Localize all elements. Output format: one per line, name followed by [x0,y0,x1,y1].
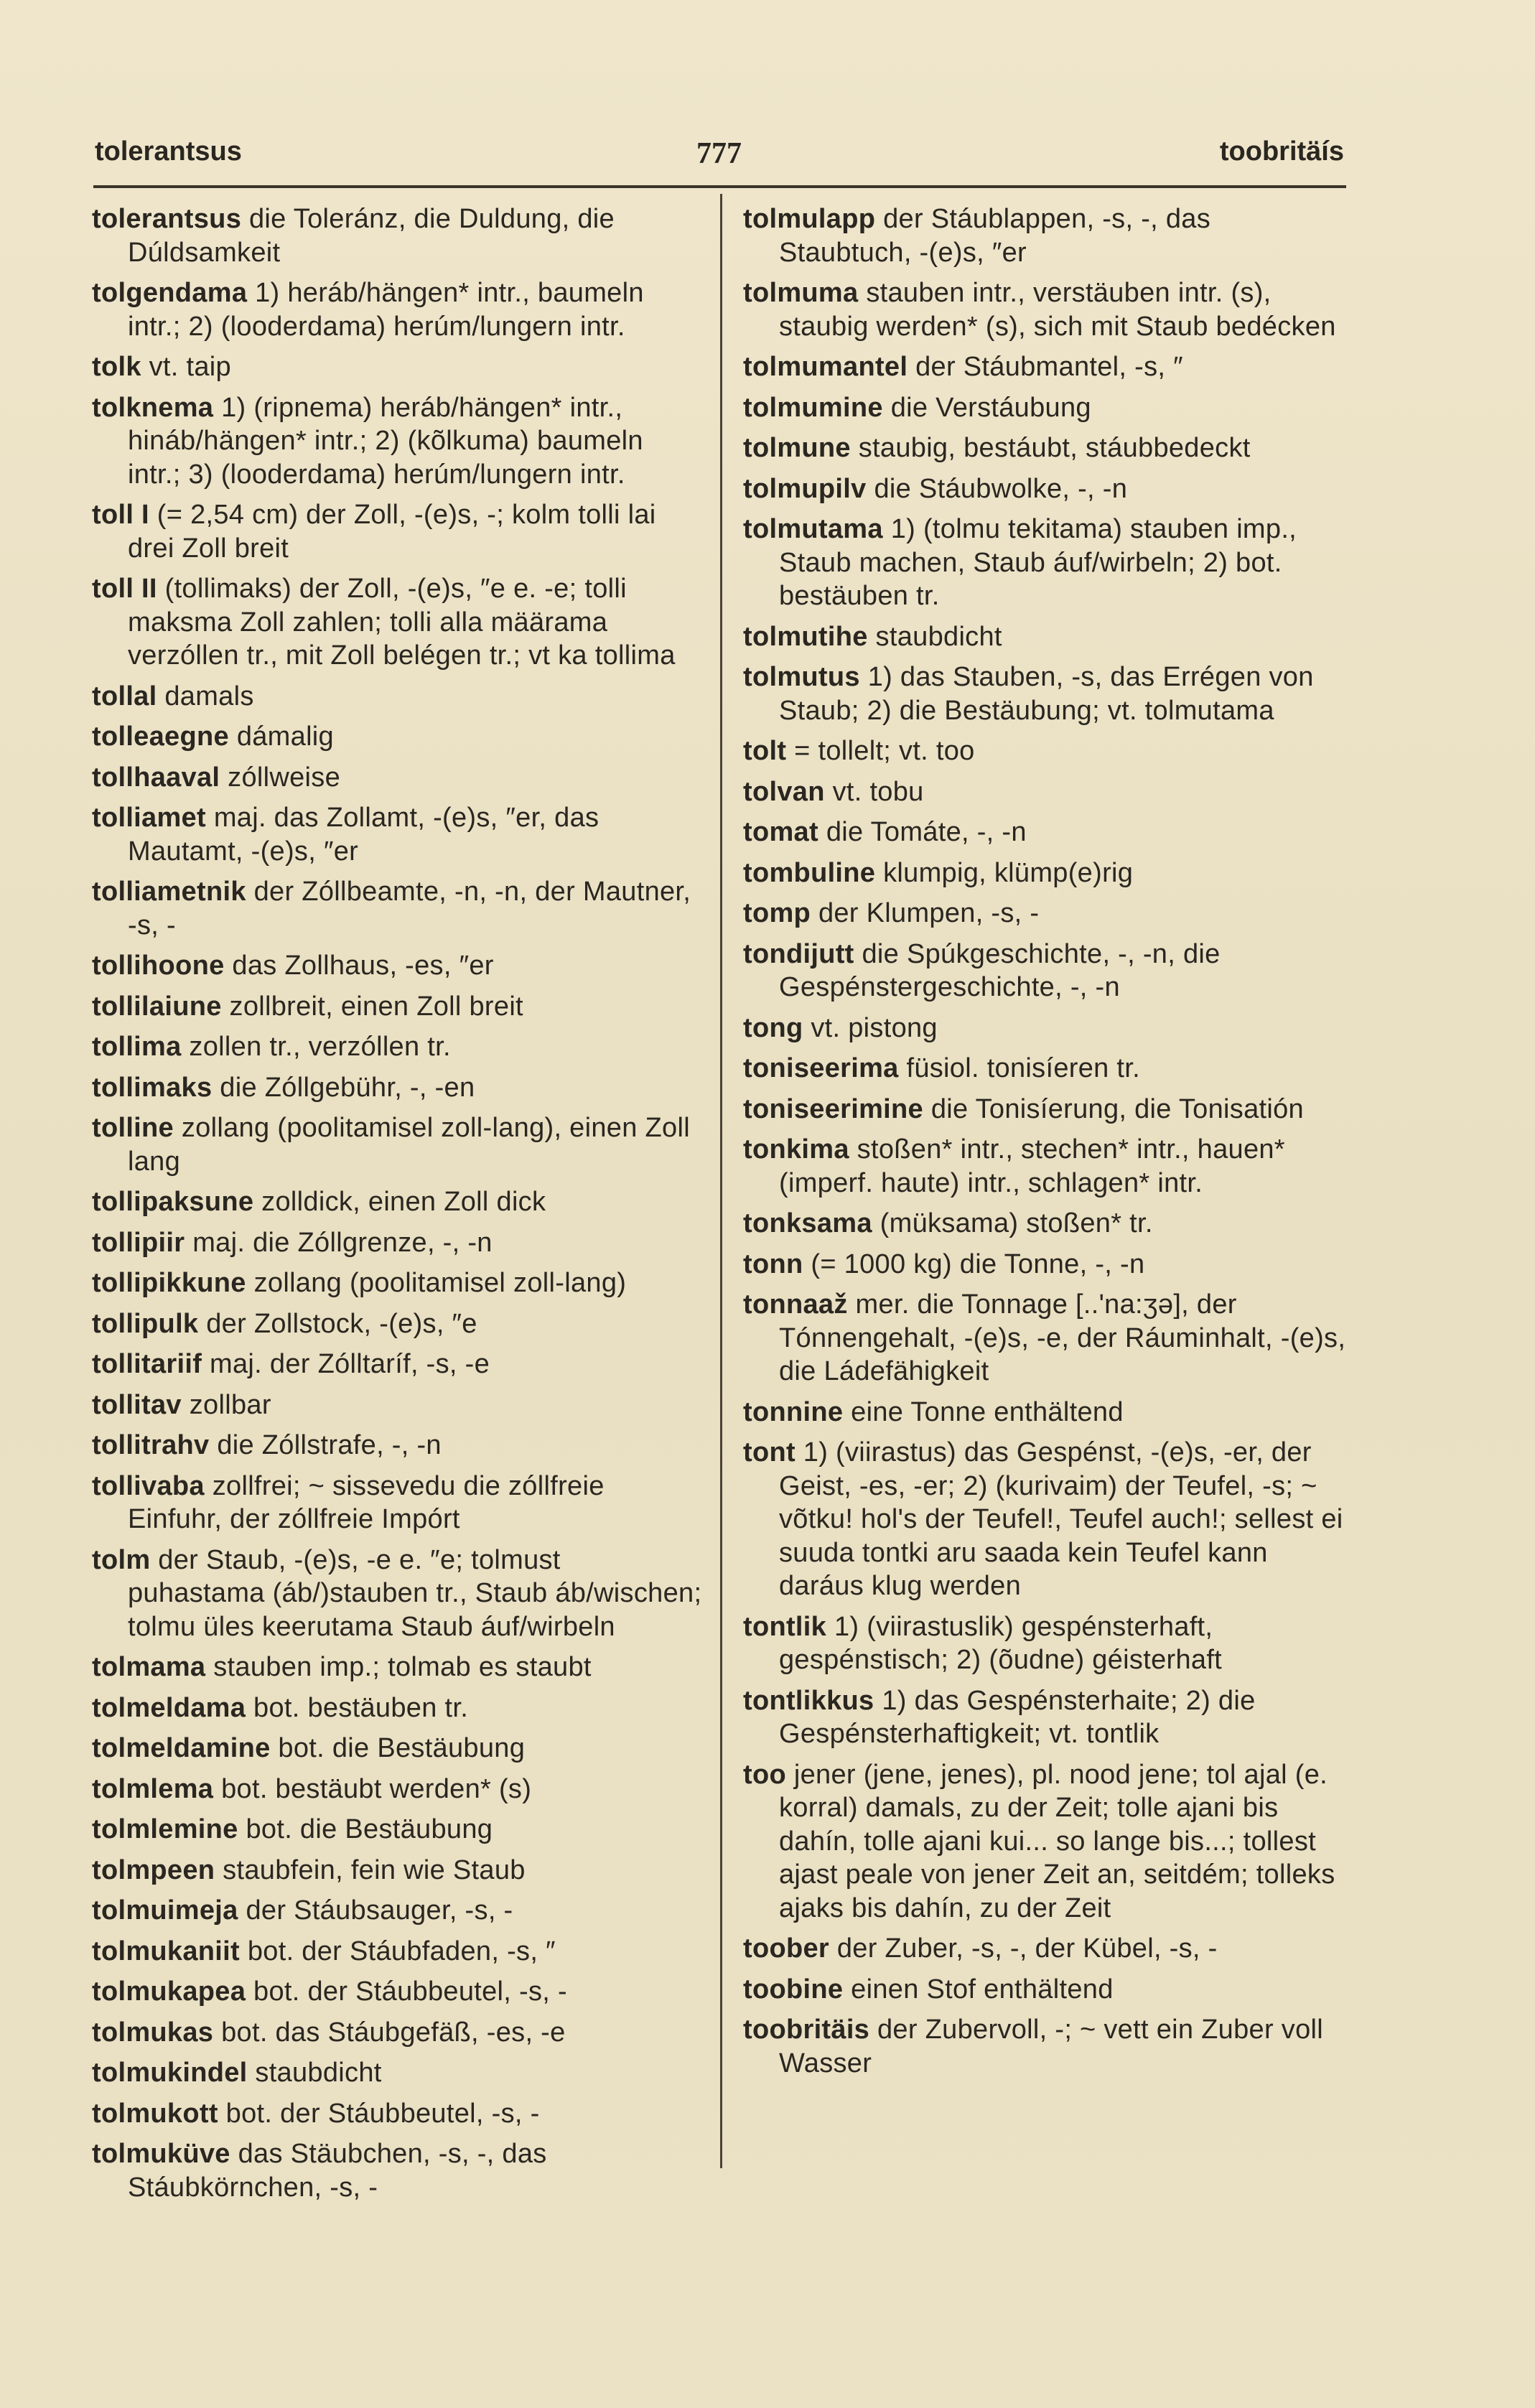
dictionary-entry [743,1052,1346,1086]
entry-headword: tolmpeen [92,1854,215,1885]
entry-definition: die Tonisíerung, die Tonisatión [930,1093,1304,1124]
entry-definition: staubig, bestáubt, stáubbedeckt [858,433,1251,463]
dictionary-entry [743,1684,1346,1751]
entry-headword: tolmama [92,1652,206,1682]
entry-headword: toniseerimine [743,1093,923,1124]
entry-headword: tollipikkune [92,1268,246,1298]
dictionary-entry [92,990,704,1024]
entry-definition: staubfein, fein wie Staub [223,1854,526,1885]
entry-definition: dámalig [236,722,334,752]
entry-definition: (müksama) stoßen* tr. [880,1208,1153,1238]
entry-headword: tonn [743,1249,803,1279]
entry-headword: toobritäis [743,2015,870,2045]
entry-headword: tolm [92,1544,151,1575]
dictionary-entry [92,1544,704,1644]
entry-headword: tolmlemine [92,1814,238,1844]
entry-definition: einen Stof enthältend [851,1974,1114,2005]
entry-definition: das Stäubchen, -s, -, das Stáubkörnchen, -s, - [128,2139,547,2203]
entry-headword: tolline [92,1113,174,1143]
entry-headword: tolk [92,352,141,382]
entry-headword: tondijutt [743,938,854,969]
dictionary-entry [92,801,704,868]
entry-definition: bot. die Bestäubung [278,1733,526,1763]
column-divider [720,194,722,2168]
dictionary-entry [92,949,704,983]
dictionary-entry [92,720,704,754]
entry-definition: der Stáublappen, -s, -, das Staubtuch, -(e)s, ″er [779,204,1211,268]
dictionary-entry [743,350,1346,384]
entry-definition: die Spúkgeschichte, -, -n, die Gespénstergeschichte, -, -n [779,938,1221,1002]
entry-definition: zollfrei; ~ sissevedu die zóllfreie Einfuhr, der zóllfreie Impórt [128,1470,605,1534]
entry-headword: tolmumantel [743,352,908,382]
entry-definition: der Zollstock, -(e)s, ″e [206,1308,477,1339]
dictionary-entry [743,1610,1346,1677]
dictionary-entry [92,1732,704,1765]
entry-definition: bot. der Stáubfaden, -s, ″ [247,1936,556,1966]
running-header [95,136,1344,177]
entry-definition: der Zuber, -s, -, der Kübel, -s, - [836,1933,1218,1964]
entry-definition: bot. der Stáubbeutel, -s, - [253,1977,567,2007]
header-rule [93,185,1346,188]
dictionary-entry [92,1185,704,1219]
entry-headword: tolmulapp [743,204,876,234]
dictionary-entry [92,1854,704,1887]
entry-headword: tollilaiune [92,991,222,1022]
entry-definition: maj. der Zólltaríf, -s, -e [210,1349,490,1379]
entry-headword: tong [743,1012,803,1043]
entry-definition: (= 2,54 cm) der Zoll, -(e)s, -; kolm tolli lai drei Zoll breit [128,500,656,564]
entry-definition: zollang (poolitamisel zoll-lang) [253,1268,627,1298]
entry-definition: 1) (viirastuslik) gespénsterhaft, gespénstisch; 2) (õudne) géisterhaft [779,1611,1223,1675]
dictionary-entry [743,897,1346,930]
dictionary-entry [92,761,704,795]
entry-definition: das Zollhaus, -es, ″er [232,951,494,981]
entry-headword: toll I [92,500,149,530]
entry-headword: toober [743,1933,830,1964]
entry-definition: staubdicht [875,621,1002,652]
entry-headword: tollitariif [92,1349,202,1379]
entry-definition: 1) das Gespénsterhaite; 2) die Gespénsterhaftigkeit; vt. tontlik [779,1685,1256,1749]
entry-definition: zollbreit, einen Zoll breit [229,991,523,1022]
entry-definition: bot. die Bestäubung [246,1814,493,1844]
entry-definition: klumpig, klümp(e)rig [883,857,1134,888]
entry-headword: tolmukaniit [92,1936,240,1966]
dictionary-entry [743,938,1346,1004]
dictionary-entry [92,350,704,384]
entry-definition: vt. tobu [832,776,924,807]
entry-definition: die Verstáubung [890,392,1091,423]
entry-definition: stauben imp.; tolmab es staubt [213,1652,592,1682]
dictionary-entry [92,1894,704,1928]
entry-definition: 1) heráb/hängen* intr., baumeln intr.; 2) (looderdama) herúm/lungern intr. [128,278,644,342]
dictionary-entry [92,498,704,565]
entry-headword: toobine [743,1974,844,2005]
dictionary-entry [92,276,704,343]
entry-headword: tollima [92,1032,182,1062]
entry-headword: tolmukapea [92,1977,246,2007]
dictionary-entry [743,620,1346,654]
entry-headword: tolmutama [743,514,883,544]
left-column [92,202,704,2211]
entry-headword: tolmuküve [92,2139,230,2169]
entry-definition: eine Tonne enthältend [851,1396,1124,1427]
entry-definition: vt. pistong [811,1012,938,1043]
entry-definition: = tollelt; vt. too [794,736,975,766]
entry-headword: toniseerima [743,1053,899,1083]
entry-headword: tolmukott [92,2098,218,2129]
dictionary-entry [92,1348,704,1381]
entry-headword: tolliametnik [92,877,246,907]
dictionary-entry [743,1436,1346,1603]
dictionary-entry [743,816,1346,849]
entry-definition: 1) (tolmu tekitama) stauben imp., Staub machen, Staub áuf/wirbeln; 2) bot. bestäuben tr. [779,514,1297,611]
entry-definition: zollen tr., verzóllen tr. [189,1032,451,1062]
entry-headword: tontlik [743,1611,827,1642]
entry-definition: maj. das Zollamt, -(e)s, ″er, das Mautamt, -(e)s, ″er [128,803,599,867]
dictionary-entry [743,661,1346,727]
dictionary-entry [92,1226,704,1260]
entry-definition: bot. bestäuben tr. [253,1692,469,1723]
entry-headword: tolliamet [92,803,206,833]
dictionary-entry [92,1470,704,1536]
entry-definition: maj. die Zóllgrenze, -, -n [192,1227,493,1258]
dictionary-entry [743,1758,1346,1926]
dictionary-entry [743,1288,1346,1389]
header-first-word: tolerantsus [95,136,242,167]
entry-headword: tolmutus [743,662,860,692]
dictionary-entry [92,680,704,714]
entry-definition: bot. der Stáubbeutel, -s, - [225,2098,540,2129]
dictionary-entry [92,1651,704,1684]
entry-definition: zóllweise [228,762,341,793]
entry-definition: der Zubervoll, -; ~ vett ein Zuber voll Wasser [779,2015,1324,2078]
dictionary-entry [92,1307,704,1341]
entry-definition: 1) (ripnema) heráb/hängen* intr., hináb/hängen* intr.; 2) (kõlkuma) baumeln intr.; 3) (looderdama) herúm/lungern intr. [128,392,643,490]
dictionary-entry [743,513,1346,613]
entry-headword: tomp [743,898,811,928]
dictionary-entry [743,1932,1346,1966]
entry-headword: tollitav [92,1389,182,1420]
entry-headword: tollimaks [92,1072,213,1103]
entry-definition: mer. die Tonnage [..'na:ʒə], der Tónnengehalt, -(e)s, -e, der Ráuminhalt, -(e)s, die Ládefähigkeit [779,1289,1346,1386]
dictionary-entry [743,1207,1346,1241]
dictionary-entry [92,875,704,942]
dictionary-entry [743,857,1346,890]
entry-definition: zolldick, einen Zoll dick [261,1187,546,1217]
entry-headword: tollivaba [92,1470,205,1501]
entry-headword: tonnaaž [743,1289,848,1320]
right-column [743,202,1346,2087]
entry-headword: toll II [92,574,157,604]
dictionary-entry [743,391,1346,425]
entry-headword: tollipaksune [92,1187,254,1217]
entry-headword: tollal [92,681,157,711]
dictionary-entry [92,1389,704,1422]
entry-headword: tolmumine [743,392,883,423]
entry-headword: tollipiir [92,1227,185,1258]
entry-definition: der Zóllbeamte, -n, -n, der Mautner, -s, - [128,877,691,941]
entry-headword: tolmukas [92,2017,214,2048]
dictionary-entry [92,572,704,673]
entry-definition: jener (jene, jenes), pl. nood jene; tol ajal (e. korral) damals, zu der Zeit; tolle ajani bis dahín, tolle ajani kui... so lange bis...; tollest ajast peale von jener Zeit an, seitdém; tolleks ajaks bis dahín, zu der Zeit [779,1759,1335,1923]
entry-definition: die Zóllgebühr, -, -en [220,1072,475,1103]
entry-definition: vt. taip [149,352,231,382]
dictionary-entry [92,2056,704,2090]
entry-definition: die Tomáte, -, -n [826,817,1027,847]
entry-headword: tolmuma [743,278,859,308]
dictionary-entry [92,202,704,269]
entry-definition: 1) das Stauben, -s, das Errégen von Staub; 2) die Bestäubung; vt. tolmutama [779,662,1314,726]
dictionary-entry [743,1093,1346,1126]
dictionary-entry [743,472,1346,506]
entry-definition: der Stáubmantel, -s, ″ [915,352,1183,382]
dictionary-entry [92,1429,704,1462]
entry-headword: tolknema [92,392,214,423]
entry-headword: tolt [743,736,787,766]
dictionary-entry [92,1813,704,1847]
dictionary-entry [743,775,1346,809]
entry-definition: zollbar [189,1389,271,1420]
dictionary-entry [92,2016,704,2050]
dictionary-entry [743,1973,1346,2007]
entry-headword: tolmukindel [92,2058,248,2088]
entry-definition: die Stáubwolke, -, -n [874,473,1128,504]
dictionary-entry [92,1975,704,2009]
entry-definition: die Zóllstrafe, -, -n [217,1430,442,1460]
entry-headword: tolmupilv [743,473,867,504]
dictionary-entry [743,1396,1346,1429]
entry-headword: tonkima [743,1134,849,1165]
dictionary-entry [743,1248,1346,1282]
entry-headword: tolgendama [92,278,248,308]
entry-headword: tonnine [743,1396,844,1427]
dictionary-entry [92,1111,704,1178]
entry-definition: 1) (viirastus) das Gespénst, -(e)s, -er, der Geist, -es, -er; 2) (kurivaim) der Teufel, -s; ~ võtku! hol's der Teufel!, Teufel auch!; sellest ei suuda tontki aru saada kein Teufel kann daráus klug werden [779,1437,1343,1601]
entry-headword: tolmeldamine [92,1733,271,1763]
dictionary-entry [92,391,704,492]
entry-headword: tolmutihe [743,621,868,652]
entry-headword: tolvan [743,776,825,807]
dictionary-entry [92,1691,704,1725]
entry-headword: tolleaegne [92,722,229,752]
entry-definition: der Stáubsauger, -s, - [246,1895,513,1926]
entry-headword: tolmune [743,433,851,463]
entry-definition: der Staub, -(e)s, -e e. ″e; tolmust puhastama (áb/)stauben tr., Staub áb/wischen; tolmu üles keerutama Staub áuf/wirbeln [128,1544,702,1642]
entry-headword: tonksama [743,1208,872,1238]
entry-definition: damals [164,681,254,711]
dictionary-entry [92,2137,704,2204]
entry-headword: tollihoone [92,951,225,981]
dictionary-entry [92,1773,704,1806]
dictionary-entry [743,2013,1346,2080]
entry-headword: tontlikkus [743,1685,874,1716]
entry-definition: stoßen* intr., stechen* intr., hauen* (imperf. haute) intr., schlagen* intr. [779,1134,1285,1198]
entry-headword: tolmlema [92,1773,214,1804]
entry-headword: tomat [743,817,818,847]
dictionary-entry [743,734,1346,768]
dictionary-entry [743,202,1346,269]
entry-definition: (tollimaks) der Zoll, -(e)s, ″e e. -e; tolli maksma Zoll zahlen; tolli alla määrama verzóllen tr., mit Zoll belégen tr.; vt ka tollima [128,574,676,671]
dictionary-entry [92,1030,704,1064]
dictionary-entry [743,1133,1346,1200]
entry-definition: der Klumpen, -s, - [818,898,1040,928]
entry-headword: tombuline [743,857,876,888]
entry-headword: tollipulk [92,1308,199,1339]
entry-definition: füsiol. tonisíeren tr. [906,1053,1141,1083]
page-number: 777 [696,137,742,170]
entry-definition: stauben intr., verstäuben intr. (s), staubig werden* (s), sich mit Staub bedécken [779,278,1336,342]
entry-definition: zollang (poolitamisel zoll-lang), einen Zoll lang [128,1113,690,1177]
entry-definition: bot. bestäubt werden* (s) [221,1773,532,1804]
entry-headword: tolerantsus [92,204,242,234]
entry-definition: staubdicht [255,2058,382,2088]
header-last-word: toobritä̈ís [1219,136,1344,167]
dictionary-entry [92,1266,704,1300]
entry-headword: too [743,1759,786,1790]
entry-definition: bot. das Stáubgefäß, -es, -e [221,2017,566,2048]
entry-definition: die Toleránz, die Duldung, die Dúldsamkeit [128,204,615,268]
entry-headword: tolmeldama [92,1692,246,1723]
dictionary-entry [92,2097,704,2131]
dictionary-entry [92,1935,704,1969]
entry-definition: (= 1000 kg) die Tonne, -, -n [811,1249,1145,1279]
dictionary-entry [92,1071,704,1105]
entry-headword: tolmuimeja [92,1895,238,1926]
dictionary-entry [743,1012,1346,1045]
entry-headword: tollitrahv [92,1430,210,1460]
entry-headword: tont [743,1437,796,1467]
entry-headword: tollhaaval [92,762,220,793]
dictionary-entry [743,431,1346,465]
dictionary-entry [743,276,1346,343]
